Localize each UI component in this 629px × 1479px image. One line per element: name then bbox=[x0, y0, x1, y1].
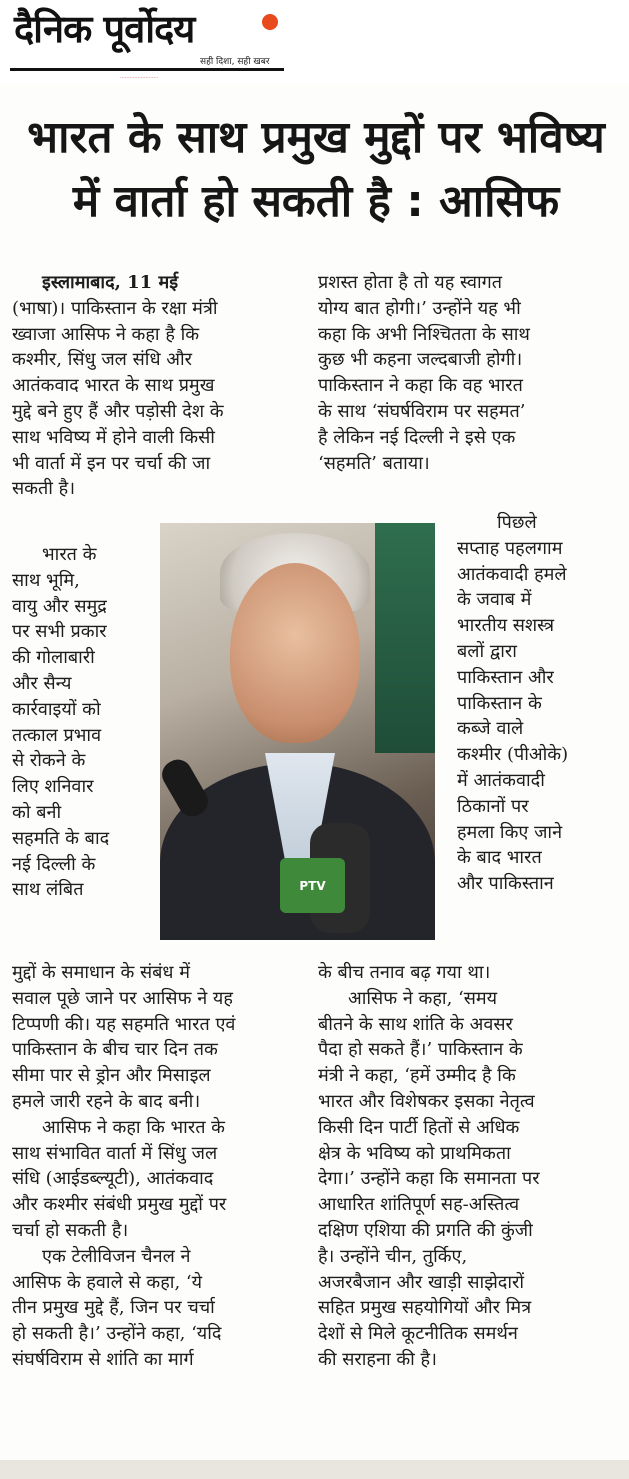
column-1-narrow bbox=[12, 542, 157, 903]
text-line: और कश्मीर संबंधी प्रमुख मुद्दों पर bbox=[12, 1194, 227, 1216]
text-line: भी वार्ता में इन पर चर्चा की जा bbox=[12, 452, 211, 474]
text-line: आसिफ के हवाले से कहा, ‘ये bbox=[12, 1271, 203, 1293]
text-line: तत्काल प्रभाव bbox=[12, 724, 102, 746]
text-line: है। उन्होंने चीन, तुर्किए, bbox=[318, 1245, 468, 1267]
text-line: को बनी bbox=[12, 801, 62, 823]
text-line: के बाद भारत bbox=[457, 847, 542, 869]
text-line: की सराहना की है। bbox=[318, 1348, 437, 1370]
text-line: कुछ भी कहना जल्दबाजी होगी। bbox=[318, 349, 523, 371]
text-line: एक टेलीविजन चैनल ने bbox=[42, 1245, 191, 1267]
text-line: साथ भूमि, bbox=[12, 569, 80, 591]
text-line: सवाल पूछे जाने पर आसिफ ने यह bbox=[12, 987, 233, 1009]
text-line: आसिफ ने कहा, ‘समय bbox=[348, 987, 498, 1009]
bottom-strip bbox=[0, 1460, 629, 1479]
text-line: बीतने के साथ शांति के अवसर bbox=[318, 1013, 513, 1035]
column-2-narrow bbox=[457, 510, 622, 897]
masthead-subline: ........................ bbox=[120, 74, 159, 80]
text-line: भारत के bbox=[42, 544, 97, 565]
text-line: प्रशस्त होता है तो यह स्वागत bbox=[318, 272, 503, 293]
text-line: के बीच तनाव बढ़ गया था। bbox=[318, 962, 491, 983]
text-line: आतंकवादी हमले bbox=[457, 563, 567, 585]
text-line: के जवाब में bbox=[457, 589, 532, 611]
text-line: टिप्पणी की। यह सहमति भारत एवं bbox=[12, 1013, 236, 1035]
text-line: आधारित शांतिपूर्ण सह-अस्तित्व bbox=[318, 1194, 520, 1216]
text-line: साथ भविष्य में होने वाली किसी bbox=[12, 426, 215, 448]
newspaper-logo: दैनिक पूर्वोदय bbox=[14, 7, 195, 51]
text-line: ठिकानों पर bbox=[457, 795, 529, 817]
text-line: आसिफ ने कहा कि भारत के bbox=[42, 1116, 225, 1138]
text-line: सकती है। bbox=[12, 478, 76, 500]
column-2-top bbox=[318, 270, 618, 476]
headline-line-1: भारत के साथ प्रमुख मुद्दों पर भविष्य bbox=[27, 112, 605, 163]
text-line: सहमति के बाद bbox=[12, 827, 110, 849]
text-line: नई दिल्ली के bbox=[12, 853, 96, 875]
text-line: योग्य बात होगी।’ उन्होंने यह भी bbox=[318, 297, 521, 319]
logo-dot-icon bbox=[262, 14, 278, 30]
text-line: कश्मीर, सिंधु जल संधि और bbox=[12, 349, 193, 371]
text-line: सीमा पार से ड्रोन और मिसाइल bbox=[12, 1065, 211, 1087]
text-line: पर सभी प्रकार bbox=[12, 621, 107, 643]
text-line: सप्ताह पहलगाम bbox=[457, 537, 563, 559]
text-line: अजरबैजान और खाड़ी साझेदारों bbox=[318, 1271, 525, 1293]
article-photo bbox=[160, 523, 435, 940]
text-line: देशों से मिले कूटनीतिक समर्थन bbox=[318, 1323, 518, 1345]
column-1-bottom bbox=[12, 960, 312, 1373]
mic-flag-label: PTV bbox=[280, 858, 345, 913]
text-line: हो सकती है।’ उन्होंने कहा, ‘यदि bbox=[12, 1323, 222, 1345]
photo-background-flag bbox=[375, 523, 435, 753]
masthead-rule bbox=[10, 68, 284, 71]
text-line: पाकिस्तान और bbox=[457, 666, 554, 688]
text-line: देगा।’ उन्होंने कहा कि समानता पर bbox=[318, 1168, 540, 1190]
text-line: भारत और विशेषकर इसका नेतृत्व bbox=[318, 1090, 535, 1112]
text-line: बलों द्वारा bbox=[457, 640, 517, 662]
text-line: है लेकिन नई दिल्ली ने इसे एक bbox=[318, 426, 516, 448]
text-line: मुद्दों के समाधान के संबंध में bbox=[12, 962, 190, 983]
text-line: और सैन्य bbox=[12, 672, 72, 694]
dateline: इस्लामाबाद, 11 मई bbox=[42, 272, 179, 293]
text-line: तीन प्रमुख मुद्दे हैं, जिन पर चर्चा bbox=[12, 1297, 215, 1319]
text-line: ‘सहमति’ बताया। bbox=[318, 452, 430, 474]
text-line: मंत्री ने कहा, ‘हमें उम्मीद है कि bbox=[318, 1065, 516, 1087]
text-line: और पाकिस्तान bbox=[457, 873, 554, 895]
text-line: संधि (आईडब्ल्यूटी), आतंकवाद bbox=[12, 1168, 214, 1190]
masthead-tagline: सही दिशा, सही खबर bbox=[200, 57, 270, 67]
text-line: ख्वाजा आसिफ ने कहा है कि bbox=[12, 323, 200, 345]
text-line: वायु और समुद्र bbox=[12, 595, 107, 617]
text-line: (भाषा)। पाकिस्तान के रक्षा मंत्री bbox=[12, 297, 218, 319]
text-line: साथ लंबित bbox=[12, 879, 84, 901]
text-line: क्षेत्र के भविष्य को प्राथमिकता bbox=[318, 1142, 511, 1164]
text-line: साथ संभावित वार्ता में सिंधु जल bbox=[12, 1142, 218, 1164]
text-line: हमला किए जाने bbox=[457, 821, 563, 843]
text-line: किसी दिन पार्टी हितों से अधिक bbox=[318, 1116, 520, 1138]
text-line: पाकिस्तान ने कहा कि वह भारत bbox=[318, 375, 523, 397]
text-line: के साथ ‘संघर्षविराम पर सहमत’ bbox=[318, 400, 526, 422]
text-line: पाकिस्तान के bbox=[457, 692, 542, 714]
text-line: संघर्षविराम से शांति का मार्ग bbox=[12, 1348, 194, 1370]
photo-face bbox=[230, 563, 360, 743]
text-line: मुद्दे बने हुए हैं और पड़ोसी देश के bbox=[12, 400, 224, 422]
text-line: कहा कि अभी निश्चितता के साथ bbox=[318, 323, 530, 345]
text-line: चर्चा हो सकती है। bbox=[12, 1219, 129, 1241]
text-line: पिछले bbox=[497, 512, 537, 533]
text-line: कार्रवाइयों को bbox=[12, 698, 101, 720]
text-line: आतंकवाद भारत के साथ प्रमुख bbox=[12, 375, 215, 397]
text-line: कश्मीर (पीओके) bbox=[457, 744, 569, 766]
text-line: हमले जारी रहने के बाद बनी। bbox=[12, 1090, 201, 1112]
column-1-top bbox=[12, 270, 312, 502]
text-line: में आतंकवादी bbox=[457, 769, 545, 791]
text-line: लिए शनिवार bbox=[12, 776, 94, 798]
column-2-bottom bbox=[318, 960, 618, 1373]
text-line: भारतीय सशस्त्र bbox=[457, 615, 555, 637]
text-line: सहित प्रमुख सहयोगियों और मित्र bbox=[318, 1297, 532, 1319]
article-headline bbox=[10, 106, 622, 234]
masthead bbox=[0, 0, 629, 84]
text-line: पाकिस्तान के बीच चार दिन तक bbox=[12, 1039, 218, 1061]
headline-line-2: में वार्ता हो सकती है : आसिफ bbox=[72, 176, 560, 227]
text-line: कब्जे वाले bbox=[457, 718, 524, 740]
text-line: से रोकने के bbox=[12, 750, 86, 772]
text-line: दक्षिण एशिया की प्रगति की कुंजी bbox=[318, 1219, 533, 1241]
text-line: की गोलाबारी bbox=[12, 647, 95, 669]
text-line: पैदा हो सकते हैं।’ पाकिस्तान के bbox=[318, 1039, 523, 1061]
